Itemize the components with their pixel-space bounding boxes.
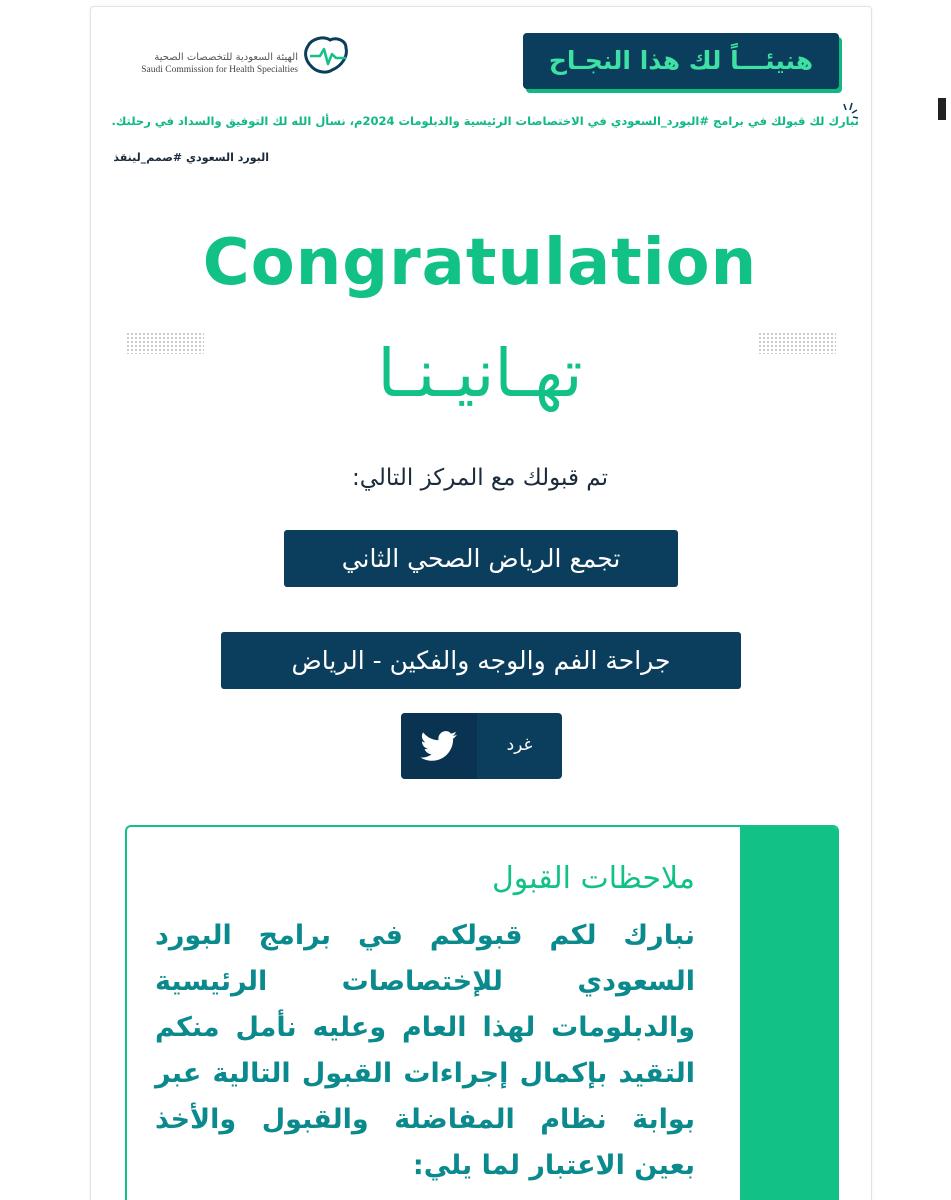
- intro-hashtag-line: البورد السعودي #صمم_لينقذ: [113, 151, 269, 164]
- twitter-icon: [420, 731, 458, 762]
- tweet-icon-box: [401, 713, 477, 779]
- schs-logo: [140, 34, 352, 82]
- accepted-center-label: تم قبولك مع المركز التالي:: [351, 465, 609, 491]
- accepted-specialty-badge: جراحة الفم والوجه والفكين - الرياض: [221, 632, 741, 689]
- scrollbar-thumb[interactable]: [938, 98, 946, 120]
- tweet-button[interactable]: [401, 713, 562, 779]
- intro-congrats-line: نبارك لك قبولك في برامج #البورد_السعودي في الاختصاصات الرئيسية والدبلومات 2024م، نسأل الله لك التوفيق والسداد في رحلتك.: [111, 114, 859, 128]
- congratulation-heading-arabic: تهـانيـنـا: [377, 335, 583, 412]
- logo-english-text: Saudi Commission for Health Specialties: [141, 65, 298, 75]
- acceptance-notes-panel: [125, 825, 839, 1200]
- schs-logo-icon: [302, 36, 350, 78]
- notes-title: ملاحظات القبول: [491, 861, 695, 896]
- accepted-center-badge: تجمع الرياض الصحي الثاني: [284, 530, 678, 587]
- logo-arabic-text: الهيئة السعودية للتخصصات الصحية: [154, 52, 298, 63]
- success-badge: هنيئـــاً لك هذا النجـاح: [523, 33, 839, 89]
- notes-body: نبارك لكم قبولكم في برامج البورد السعودي للإختصاصات الرئيسية والدبلومات لهذا العام وعليه نأمل منكم التقيد بإكمال إجراءات القبول التالية عبر بوابة نظام المفاضلة والقبول والأخذ بعين الاعتبار لما يلي:: [155, 920, 695, 1181]
- congratulation-heading: Congratulation: [202, 226, 758, 300]
- tweet-button-label: غرد: [506, 735, 533, 755]
- notes-accent-bar: [740, 827, 837, 1200]
